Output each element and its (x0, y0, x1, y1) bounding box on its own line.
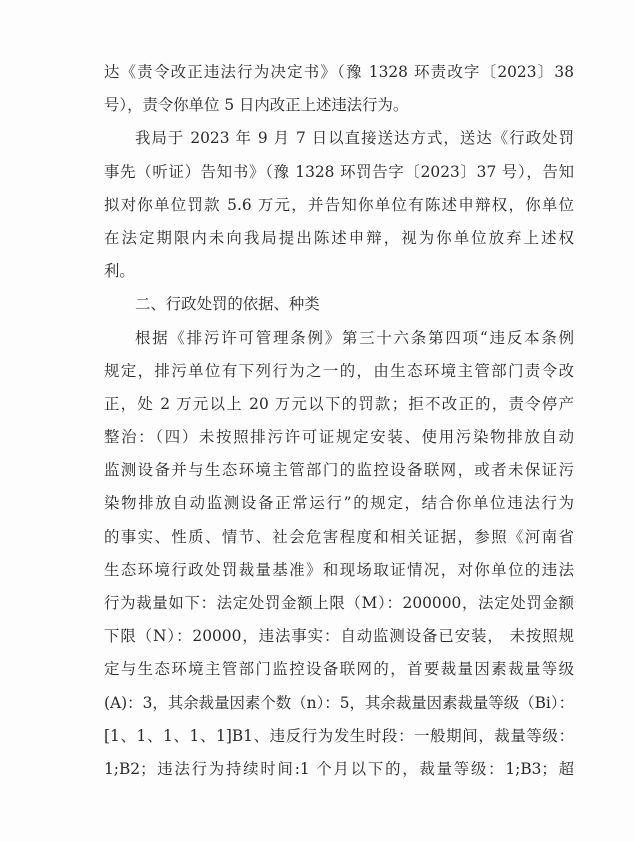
text-line-1: 达《责令改正违法行为决定书》（豫 1328 环责改字〔2023〕38 (104, 63, 574, 81)
text-line-14: 染物排放自动监测设备正常运行”的规定，结合你单位违法行为 (104, 494, 574, 513)
text-line-6: 在法定期限内未向我局提出陈述申辩，视为你单位放弃上述权 (104, 228, 574, 247)
document-body (104, 56, 574, 786)
text-line-10: 规定，排污单位有下列行为之一的，由生态环境主管部门责令改 (104, 361, 574, 380)
text-line-17: 行为裁量如下：法定处罚金额上限（M）：200000，法定处罚金额 (104, 594, 574, 612)
text-line-12: 整治：（四）未按照排污许可证规定安装、使用污染物排放自动 (104, 428, 574, 447)
text-line-3: 我局于 2023 年 9 月 7 日以直接送达方式，送达《行政处罚 (135, 129, 574, 148)
text-line-13: 监测设备并与生态环境主管部门的监控设备联网，或者未保证污 (104, 461, 574, 480)
text-line-22: 1;B2；违法行为持续时间:1 个月以下的，裁量等级：1;B3；超 (104, 759, 574, 778)
text-line-4: 事先（听证）告知书》（豫 1328 环罚告字〔2023〕37 号），告知 (104, 162, 574, 181)
text-line-15: 的事实、性质、情节、社会危害程度和相关证据，参照《河南省 (104, 527, 574, 546)
text-line-21: [1、1、1、1、1]B1、违反行为发生时段：一般期间，裁量等级： (104, 726, 574, 745)
text-line-11: 正，处 2 万元以上 20 万元以下的罚款；拒不改正的，责令停产 (104, 394, 574, 413)
text-line-5: 拟对你单位罚款 5.6 万元，并告知你单位有陈述申辩权，你单位 (104, 195, 574, 214)
text-line-2: 号），责令你单位 5 日内改正上述违法行为。 (104, 96, 409, 115)
text-line-20: (A)：3，其余裁量因素个数（n）：5，其余裁量因素裁量等级（Bi）： (104, 693, 574, 712)
text-line-18: 下限（N）：20000，违法事实：自动监测设备已安装， 未按照规 (104, 627, 574, 646)
section-heading: 二、行政处罚的依据、种类 (135, 295, 320, 314)
text-line-19: 定与生态环境主管部门监控设备联网的，首要裁量因素裁量等级 (104, 660, 574, 679)
text-line-16: 生态环境行政处罚裁量基准》和现场取证情况，对你单位的违法 (104, 560, 574, 579)
text-line-7: 利。 (104, 262, 135, 281)
text-line-9: 根据《排污许可管理条例》第三十六条第四项“违反本条例 (135, 328, 574, 347)
